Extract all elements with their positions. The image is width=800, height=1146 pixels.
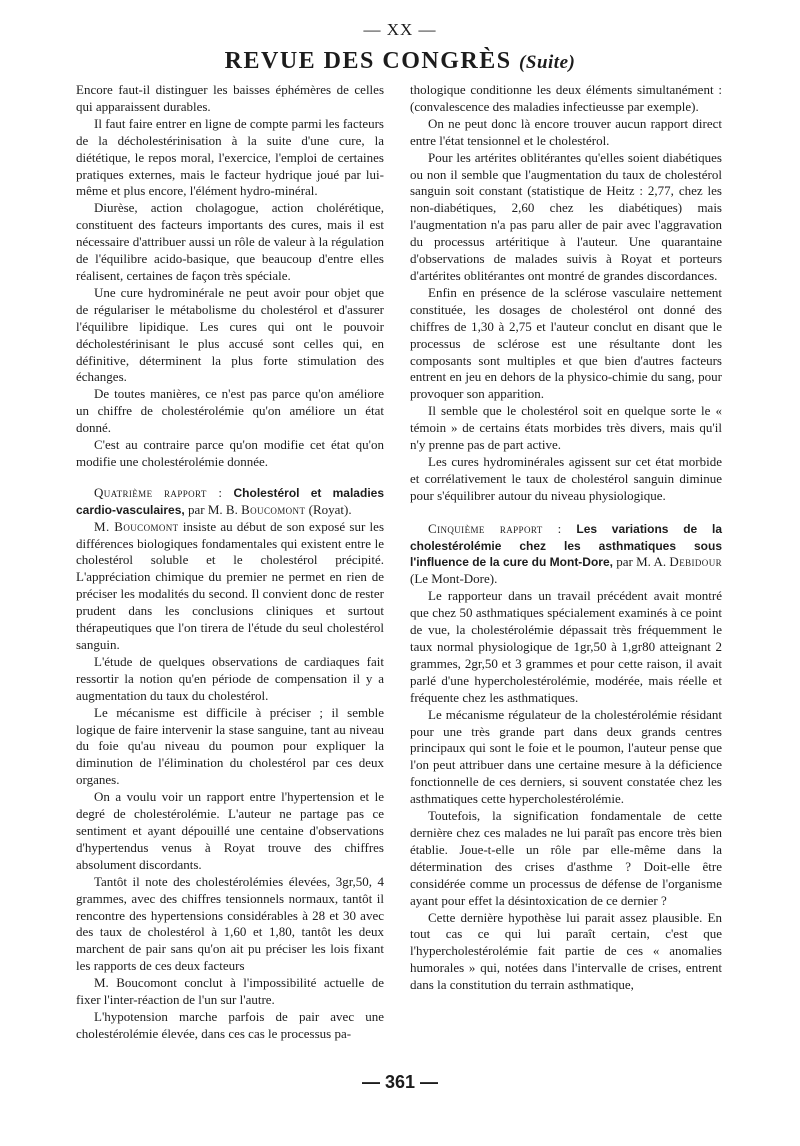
rapport-label: Cinquième rapport :	[428, 520, 562, 536]
paragraph: M. Boucomont conclut à l'impossibilité actuelle de fixer l'inter-réaction de l'un sur l'autre.	[76, 975, 384, 1008]
paragraph: thologique conditionne les deux éléments simultanément : (convalescence des maladies infectieusse par exemple).	[410, 82, 722, 114]
paragraph: Pour les artérites oblitérantes qu'elles soient diabétiques ou non il semble que l'augmentation du taux de cholestérol sanguin soit constant (statistique de Heitz : 2,77, chez les non-diabétiques, 2,60 chez les diabétiques) mais l'augmentation n'a pas paru aller de pair avec l'aggravation du processus artéritique à l'auteur. Une quarantaine d'observations de malades suivis à Royat et porteurs d'artérites oblitérantes ont montré de grandes discordances.	[410, 149, 722, 283]
section-heading-rapport-4	[76, 485, 384, 519]
rapport-place: (Royat).	[305, 501, 352, 517]
paragraph: On ne peut donc là encore trouver aucun rapport direct entre l'état tensionnel et le cholestérol.	[410, 115, 722, 148]
paragraph: L'étude de quelques observations de cardiaques fait ressortir la notion qu'en période de compensation il y a augmentation du taux du cholestérol.	[76, 653, 384, 703]
paragraph: L'hypotension marche parfois de pair avec une cholestérolémie élevée, dans ces cas le processus pa-	[76, 1008, 384, 1041]
rapport-title: Les variations de la cholestérolémie chez les asthmatiques sous l'influence de la cure du Mont-Dore,	[410, 521, 722, 570]
paragraph: Encore faut-il distinguer les baisses éphémères de celles qui apparaissent durables.	[76, 82, 384, 114]
paragraph: C'est au contraire parce qu'on modifie cet état qu'on modifie une cholestérolémie donnée.	[76, 437, 384, 469]
paragraph: Cette dernière hypothèse lui parait assez plausible. En tout cas ce qui lui paraît certain, c'est que l'hypercholestérolémie fait partie de ces « anomalies humorales » qui, notées dans l'intervalle de crises, entrent dans la constitution du terrain asthmatique,	[410, 909, 722, 993]
paragraph: Enfin en présence de la sclérose vasculaire nettement constituée, les dosages de cholestérol ont donné des chiffres de 1,30 à 2,75 et l'auteur conclut en disant que le processus de sclérose est une résultante dont les composants sont multiples et que bien d'autres facteurs entrent en jeu en dehors de la physico-chimie du sang, pour provoquer son apparition.	[410, 284, 722, 402]
paragraph: Il faut faire entrer en ligne de compte parmi les facteurs de la décholestérinisation à la suite d'une cure, la diététique, le repos moral, l'exercice, l'emploi de certaines pratiques externes, mais le facteur hydrique joué par lui-même et plus encore, l'élément hydro-minéral.	[76, 115, 384, 199]
paragraph: Le mécanisme régulateur de la cholestérolémie résidant pour une très grande part dans deux grands centres principaux qui sont le foie et le poumon, l'auteur pense que l'on peut attribuer dans une certaine mesure à la déficience fonctionnelle de ces derniers, si souvent constatée chez les asthmatiques cette hypercholestérolémie.	[410, 706, 722, 807]
paragraph: Il semble que le cholestérol soit en quelque sorte le « témoin » de certains états morbides très divers, mais qu'il n'y prenne pas de part active.	[410, 403, 722, 453]
paragraph: Tantôt il note des cholestérolémies élevées, 3gr,50, 4 grammes, avec des chiffres tensionnels normaux, tantôt il rencontre des hypertensions considérables à 28 et 30 avec des taux de cholestérol à 1,60 et 1,80, tantôt les deux marchent de pair sans qu'on ait pu préciser les lois fixant les rapports de ces deux facteurs	[76, 873, 384, 974]
title-main: REVUE DES CONGRÈS	[224, 48, 512, 74]
paragraph: Le rapporteur dans un travail précédent avait montré que chez 50 asthmatiques spécialement examinés à ce point de vue, la cholestérolémie dépassait très fréquemment le taux normal physiologique de 1gr,50 à 1,gr80 atteignant 2 grammes, 2gr,50 et 3 grammes et pour cette raison, il avait parlé d'une hypercholestérolémie, modérée, mais réelle et fréquente chez les asthmatiques.	[410, 588, 722, 705]
paragraph: Une cure hydrominérale ne peut avoir pour objet que de régulariser le métabolisme du cholestérol et d'assurer l'équilibre lipidique. Les cures qui ont le pouvoir décholestérinisant le plus accusé sont celles qui, en définitive, déterminent la plus forte stimulation des échanges.	[76, 284, 384, 385]
rapport-by: par M. A.	[612, 554, 670, 570]
paragraph: Diurèse, action cholagogue, action cholérétique, constituent des facteurs importants des cures, mais il est nécessaire d'attribuer aussi un rôle de valeur à la régulation de l'équilibre acido-basique, que beaucoup d'entre elles réalisent, certaines de façon très spéciale.	[76, 200, 384, 283]
paragraph: On a voulu voir un rapport entre l'hypertension et le degré de cholestérolémie. L'auteur ne partage pas ce sentiment et ayant dépouillé une centaine d'observations d'hypertendus venus à Royat trouve des chiffres absolument discordants.	[76, 789, 384, 872]
title-suite: (Suite)	[519, 52, 576, 73]
rapport-author: Debidour	[669, 554, 722, 570]
paragraph: Les cures hydrominérales agissent sur cet état morbide et corrélativement le taux de cholestérol sanguin diminue pour s'équilibrer autour du niveau physiologique.	[410, 453, 722, 503]
roman-page-number: — XX —	[363, 20, 437, 39]
page-number: — 361 —	[361, 1072, 439, 1092]
right-column	[410, 82, 722, 994]
rapport-by: par M. B.	[184, 501, 242, 517]
rapport-title: Cholestérol et maladies cardio-vasculaires,	[76, 485, 384, 517]
rapport-author: Boucomont	[241, 501, 306, 517]
paragraph-text: insiste au début de son exposé sur les différences biologiques fondamentales qui existent entre le cholestérol soluble et le cholestérol précipité. L'appréciation chimique du premier ne permet en rien de préciser les modalités du second. Il convient donc de rester prudent dans les conclusions cliniques et surtout thérapeutiques que l'on tirera de l'étude du seul cholestérol sanguin.	[76, 518, 385, 652]
page-title	[0, 48, 800, 75]
paragraph: Le mécanisme est difficile à préciser ; il semble logique de faire intervenir la stase sanguine, tant au niveau du foie qu'au niveau du poumon pour expliquer la diminution de l'élimination du cholestérol par ces deux organes.	[76, 704, 384, 788]
paragraph: Toutefois, la signification fondamentale de cette dernière chez ces malades ne lui paraît pas encore très bien établie. Joue-t-elle un rôle par elle-même dans la détermination des crises d'asthme ? Doit-elle être considérée comme un processus de défense de l'organisme ayant pour effet la désintoxication de ce dernier ?	[410, 808, 722, 908]
author-name: M. Boucomont	[94, 518, 179, 534]
left-column	[76, 82, 384, 1043]
rapport-label: Quatrième rapport :	[94, 484, 223, 500]
paragraph	[76, 519, 384, 654]
paragraph: De toutes manières, ce n'est pas parce qu'on améliore un chiffre de cholestérolémie qu'on améliore un état donné.	[76, 386, 384, 436]
rapport-place: (Le Mont-Dore).	[410, 571, 498, 587]
section-heading-rapport-5	[410, 521, 722, 589]
